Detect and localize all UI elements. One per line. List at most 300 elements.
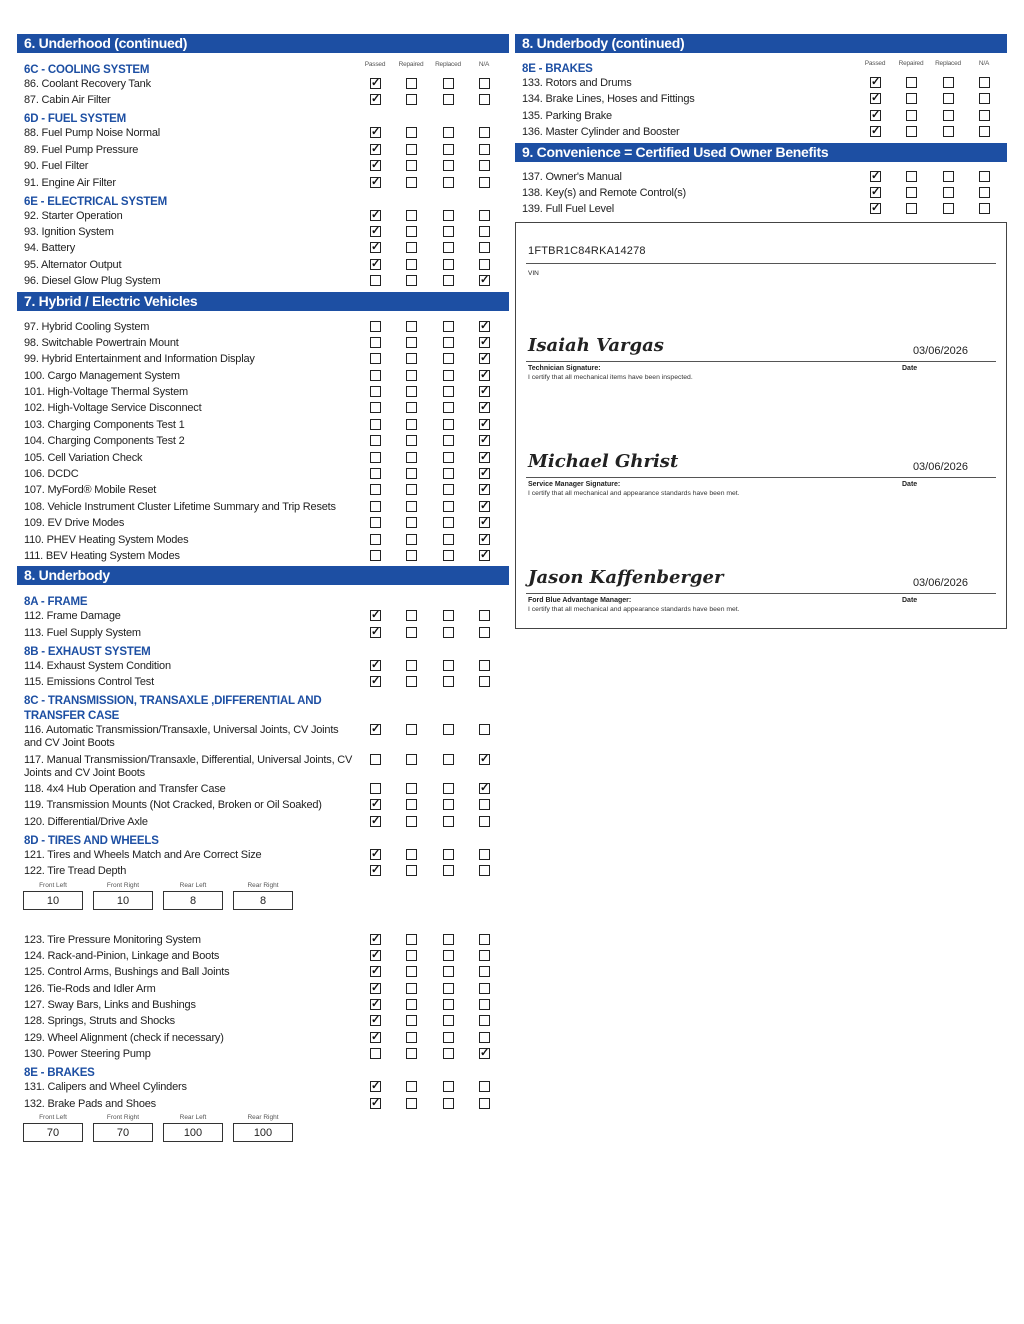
checkbox-passed[interactable]: ✓: [371, 798, 381, 811]
checkbox-passed[interactable]: ✓: [371, 142, 381, 155]
checkbox-repaired[interactable]: [406, 452, 417, 463]
checkbox-passed[interactable]: [370, 370, 381, 381]
checkbox-repaired[interactable]: [406, 950, 417, 961]
checkbox-na[interactable]: [479, 799, 490, 810]
checkbox-na[interactable]: [979, 203, 990, 214]
checkbox-repaired[interactable]: [406, 849, 417, 860]
subsection-header: [17, 112, 509, 127]
checkbox-replaced[interactable]: [443, 435, 454, 446]
checklist-row: [17, 402, 509, 415]
checkbox-na[interactable]: ✓: [480, 532, 490, 545]
checkbox-na[interactable]: [479, 259, 490, 270]
checkbox-replaced[interactable]: [443, 78, 454, 89]
checkbox-repaired[interactable]: [406, 275, 417, 286]
item-label: 94. Battery: [24, 242, 75, 255]
checkbox-replaced[interactable]: [443, 94, 454, 105]
checkbox-passed[interactable]: ✓: [871, 202, 881, 215]
checkbox-na[interactable]: [479, 724, 490, 735]
checkbox-passed[interactable]: [370, 275, 381, 286]
checkbox-passed[interactable]: ✓: [871, 169, 881, 182]
tire-value-field[interactable]: 100: [233, 1123, 293, 1142]
checkbox-passed[interactable]: ✓: [371, 847, 381, 860]
checkbox-repaired[interactable]: [406, 1032, 417, 1043]
checkbox-replaced[interactable]: [443, 610, 454, 621]
checkbox-passed[interactable]: [370, 321, 381, 332]
tire-label: Front Left: [39, 1114, 67, 1122]
checkbox-passed[interactable]: ✓: [871, 76, 881, 88]
subsection-title: 6E - ELECTRICAL SYSTEM: [24, 195, 167, 208]
tire-measure: [23, 1114, 83, 1142]
checkbox-replaced[interactable]: [943, 110, 954, 121]
checkbox-repaired[interactable]: [406, 783, 417, 794]
tire-measurements: [17, 1114, 509, 1160]
checkbox-replaced[interactable]: [443, 144, 454, 155]
tire-value-field[interactable]: 8: [163, 891, 223, 910]
signature-cert: I certify that all mechanical items have been inspected.: [528, 374, 693, 382]
tire-label: Rear Right: [247, 881, 279, 889]
item-label: 138. Key(s) and Remote Control(s): [522, 186, 686, 199]
checkbox-replaced[interactable]: [443, 534, 454, 545]
checkbox-na[interactable]: [479, 950, 490, 961]
checklist-row: [17, 226, 509, 239]
checkbox-passed[interactable]: ✓: [371, 1014, 381, 1027]
checklist-row: [17, 435, 509, 448]
checkbox-repaired[interactable]: [906, 171, 917, 182]
checkbox-passed[interactable]: ✓: [371, 864, 381, 877]
checkbox-na[interactable]: ✓: [480, 335, 490, 348]
checklist-row: [17, 468, 509, 481]
checkbox-replaced[interactable]: [443, 210, 454, 221]
checkbox-passed[interactable]: ✓: [371, 625, 381, 638]
checkbox-repaired[interactable]: [406, 865, 417, 876]
checkbox-repaired[interactable]: [906, 126, 917, 137]
checkbox-repaired[interactable]: [406, 370, 417, 381]
checklist-row: [515, 77, 1007, 90]
checkbox-na[interactable]: ✓: [480, 516, 490, 529]
checkbox-replaced[interactable]: [443, 321, 454, 332]
checkbox-na[interactable]: [479, 627, 490, 638]
item-label: 113. Fuel Supply System: [24, 626, 141, 639]
checkbox-passed[interactable]: ✓: [371, 965, 381, 978]
checkbox-repaired[interactable]: [406, 419, 417, 430]
checkbox-repaired[interactable]: [406, 242, 417, 253]
checkbox-passed[interactable]: [370, 353, 381, 364]
checkbox-na[interactable]: ✓: [480, 450, 490, 463]
checkbox-passed[interactable]: [370, 534, 381, 545]
checkbox-passed[interactable]: ✓: [371, 241, 381, 254]
checkbox-passed[interactable]: ✓: [371, 609, 381, 622]
item-label: 117. Manual Transmission/Transaxle, Differential, Universal Joints, CV Joints and CV Joint Boots: [24, 753, 353, 779]
checkbox-replaced[interactable]: [443, 370, 454, 381]
checklist-row: [17, 1098, 509, 1111]
checkbox-passed[interactable]: ✓: [371, 257, 381, 270]
item-label: 125. Control Arms, Bushings and Ball Joints: [24, 966, 230, 979]
tire-value-field[interactable]: 70: [93, 1123, 153, 1142]
checkbox-na[interactable]: [979, 93, 990, 104]
item-label: 133. Rotors and Drums: [522, 77, 632, 89]
checkbox-replaced[interactable]: [943, 203, 954, 214]
item-label: 134. Brake Lines, Hoses and Fittings: [522, 93, 695, 106]
checkbox-na[interactable]: ✓: [480, 467, 490, 480]
checklist-row: [17, 676, 509, 689]
checkbox-passed[interactable]: ✓: [871, 125, 881, 138]
checkbox-repaired[interactable]: [906, 93, 917, 104]
checkbox-na[interactable]: ✓: [480, 319, 490, 332]
checkbox-na[interactable]: [479, 1081, 490, 1092]
checkbox-na[interactable]: ✓: [480, 352, 490, 365]
checkbox-passed[interactable]: ✓: [871, 185, 881, 198]
item-label: 106. DCDC: [24, 468, 79, 481]
checkbox-passed[interactable]: [370, 402, 381, 413]
signature-cert: I certify that all mechanical and appearance standards have been met.: [528, 606, 740, 614]
signature-panel: [515, 222, 1007, 629]
checkbox-passed[interactable]: ✓: [371, 93, 381, 106]
checkbox-passed[interactable]: [370, 435, 381, 446]
checkbox-repaired[interactable]: [906, 187, 917, 198]
checkbox-repaired[interactable]: [406, 177, 417, 188]
item-label: 110. PHEV Heating System Modes: [24, 533, 189, 546]
checklist-row: [17, 950, 509, 963]
checkbox-repaired[interactable]: [406, 210, 417, 221]
subsection-header: [17, 595, 509, 610]
item-label: 104. Charging Components Test 2: [24, 435, 185, 448]
item-label: 124. Rack-and-Pinion, Linkage and Boots: [24, 949, 220, 962]
checkbox-na[interactable]: [979, 77, 990, 88]
checkbox-passed[interactable]: [370, 754, 381, 765]
checkbox-replaced[interactable]: [443, 724, 454, 735]
checklist-row: [515, 110, 1007, 123]
checkbox-repaired[interactable]: [406, 534, 417, 545]
signature-cert: I certify that all mechanical and appearance standards have been met.: [528, 490, 740, 498]
checkbox-replaced[interactable]: [443, 799, 454, 810]
checkbox-na[interactable]: ✓: [480, 1047, 490, 1060]
checkbox-replaced[interactable]: [443, 1032, 454, 1043]
checkbox-passed[interactable]: ✓: [871, 108, 881, 121]
checkbox-repaired[interactable]: [406, 627, 417, 638]
checkbox-na[interactable]: [479, 865, 490, 876]
checkbox-na[interactable]: [479, 1015, 490, 1026]
checkbox-na[interactable]: ✓: [480, 385, 490, 398]
checkbox-replaced[interactable]: [443, 676, 454, 687]
item-label: 122. Tire Tread Depth: [24, 865, 127, 878]
checkbox-repaired[interactable]: [406, 1098, 417, 1109]
checkbox-na[interactable]: [479, 676, 490, 687]
checkbox-repaired[interactable]: [406, 402, 417, 413]
checkbox-passed[interactable]: ✓: [371, 658, 381, 671]
item-label: 111. BEV Heating System Modes: [24, 549, 180, 562]
checkbox-na[interactable]: [479, 144, 490, 155]
checkbox-replaced[interactable]: [443, 999, 454, 1010]
checkbox-repaired[interactable]: [406, 934, 417, 945]
item-label: 126. Tie-Rods and Idler Arm: [24, 982, 156, 995]
checkbox-na[interactable]: [479, 934, 490, 945]
column-header: Replaced: [435, 61, 461, 68]
checkbox-passed[interactable]: ✓: [371, 814, 381, 827]
checkbox-replaced[interactable]: [443, 402, 454, 413]
checkbox-passed[interactable]: ✓: [371, 723, 381, 736]
checkbox-repaired[interactable]: [406, 799, 417, 810]
checkbox-replaced[interactable]: [443, 337, 454, 348]
checkbox-na[interactable]: [479, 177, 490, 188]
signature-role: Service Manager Signature:: [528, 481, 621, 489]
checklist-row: [17, 550, 509, 563]
checkbox-replaced[interactable]: [443, 386, 454, 397]
checkbox-replaced[interactable]: [443, 849, 454, 860]
checkbox-passed[interactable]: ✓: [371, 1080, 381, 1093]
checkbox-repaired[interactable]: [406, 1081, 417, 1092]
tire-value-field[interactable]: 8: [233, 891, 293, 910]
checkbox-na[interactable]: ✓: [480, 401, 490, 414]
checkbox-replaced[interactable]: [443, 160, 454, 171]
checkbox-na[interactable]: ✓: [480, 274, 490, 287]
tire-label: Front Right: [106, 1114, 140, 1122]
checkbox-na[interactable]: [479, 610, 490, 621]
checkbox-replaced[interactable]: [443, 419, 454, 430]
checkbox-repaired[interactable]: [406, 1015, 417, 1026]
checkbox-na[interactable]: [479, 966, 490, 977]
checklist-row: [17, 1032, 509, 1045]
tire-measurements: [17, 882, 509, 928]
checkbox-passed[interactable]: ✓: [371, 948, 381, 961]
checkbox-na[interactable]: [479, 94, 490, 105]
checkbox-replaced[interactable]: [443, 754, 454, 765]
checkbox-passed[interactable]: ✓: [371, 981, 381, 994]
checkbox-replaced[interactable]: [943, 126, 954, 137]
checkbox-replaced[interactable]: [943, 77, 954, 88]
checkbox-repaired[interactable]: [406, 337, 417, 348]
item-label: 99. Hybrid Entertainment and Information Display: [24, 353, 255, 366]
checkbox-na[interactable]: ✓: [480, 417, 490, 430]
checkbox-replaced[interactable]: [443, 1098, 454, 1109]
tire-label: Front Right: [106, 881, 140, 889]
item-label: 98. Switchable Powertrain Mount: [24, 336, 179, 349]
checkbox-passed[interactable]: [370, 550, 381, 561]
checkbox-repaired[interactable]: [406, 517, 417, 528]
checkbox-replaced[interactable]: [443, 1081, 454, 1092]
checkbox-na[interactable]: ✓: [480, 781, 490, 794]
checkbox-repaired[interactable]: [406, 226, 417, 237]
vin-value: 1FTBR1C84RKA14278: [528, 245, 646, 258]
subsection-title: 6D - FUEL SYSTEM: [24, 113, 127, 126]
checkbox-passed[interactable]: ✓: [371, 932, 381, 945]
signature-line: [526, 477, 996, 478]
checkbox-passed[interactable]: [370, 1048, 381, 1059]
checkbox-repaired[interactable]: [406, 144, 417, 155]
checkbox-repaired[interactable]: [406, 468, 417, 479]
checkbox-replaced[interactable]: [443, 816, 454, 827]
tire-label: Front Left: [39, 881, 67, 889]
checkbox-repaired[interactable]: [406, 724, 417, 735]
checkbox-repaired[interactable]: [906, 77, 917, 88]
item-label: 129. Wheel Alignment (check if necessary): [24, 1031, 224, 1044]
tire-label: Rear Left: [179, 1114, 207, 1122]
checkbox-passed[interactable]: ✓: [371, 159, 381, 172]
checkbox-repaired[interactable]: [406, 999, 417, 1010]
subsection-title: 8B - EXHAUST SYSTEM: [24, 645, 151, 658]
checkbox-na[interactable]: [479, 226, 490, 237]
checkbox-passed[interactable]: [370, 484, 381, 495]
checkbox-replaced[interactable]: [443, 353, 454, 364]
checklist-row: [17, 816, 509, 829]
checkbox-replaced[interactable]: [443, 627, 454, 638]
checkbox-replaced[interactable]: [443, 242, 454, 253]
checkbox-replaced[interactable]: [443, 783, 454, 794]
checkbox-replaced[interactable]: [443, 950, 454, 961]
signature-date: 03/06/2026: [912, 461, 968, 474]
checkbox-passed[interactable]: ✓: [371, 1030, 381, 1043]
checkbox-repaired[interactable]: [406, 259, 417, 270]
checkbox-replaced[interactable]: [443, 550, 454, 561]
checkbox-passed[interactable]: [370, 468, 381, 479]
checkbox-repaired[interactable]: [406, 94, 417, 105]
checkbox-replaced[interactable]: [943, 171, 954, 182]
checkbox-na[interactable]: [479, 1098, 490, 1109]
checkbox-replaced[interactable]: [443, 226, 454, 237]
checkbox-na[interactable]: [479, 660, 490, 671]
checkbox-na[interactable]: ✓: [480, 548, 490, 561]
tire-value-field[interactable]: 100: [163, 1123, 223, 1142]
checkbox-replaced[interactable]: [943, 93, 954, 104]
checkbox-passed[interactable]: [370, 501, 381, 512]
checkbox-passed[interactable]: ✓: [371, 208, 381, 221]
checkbox-passed[interactable]: ✓: [871, 92, 881, 105]
checkbox-na[interactable]: [979, 126, 990, 137]
checkbox-replaced[interactable]: [443, 660, 454, 671]
section-header: 8. Underbody (continued): [515, 34, 1007, 53]
checkbox-repaired[interactable]: [406, 78, 417, 89]
checkbox-repaired[interactable]: [406, 435, 417, 446]
checkbox-passed[interactable]: ✓: [371, 126, 381, 139]
checkbox-replaced[interactable]: [443, 966, 454, 977]
checkbox-repaired[interactable]: [406, 660, 417, 671]
checkbox-passed[interactable]: ✓: [371, 998, 381, 1011]
checklist-row: [17, 983, 509, 996]
checkbox-na[interactable]: [979, 171, 990, 182]
checkbox-repaired[interactable]: [406, 386, 417, 397]
checkbox-replaced[interactable]: [943, 187, 954, 198]
checkbox-na[interactable]: [479, 1032, 490, 1043]
checkbox-passed[interactable]: [370, 452, 381, 463]
checkbox-passed[interactable]: ✓: [371, 675, 381, 688]
checkbox-repaired[interactable]: [406, 610, 417, 621]
checkbox-na[interactable]: [479, 999, 490, 1010]
checkbox-na[interactable]: [479, 242, 490, 253]
checkbox-na[interactable]: [479, 983, 490, 994]
item-label: 90. Fuel Filter: [24, 160, 89, 173]
checkbox-replaced[interactable]: [443, 1048, 454, 1059]
checkbox-replaced[interactable]: [443, 517, 454, 528]
checkbox-replaced[interactable]: [443, 934, 454, 945]
checklist-row: [17, 275, 509, 288]
checkbox-passed[interactable]: [370, 783, 381, 794]
tire-value-field[interactable]: 10: [93, 891, 153, 910]
signature-name: Jason Kaffenberger: [528, 567, 724, 589]
checkbox-replaced[interactable]: [443, 865, 454, 876]
checkbox-na[interactable]: [479, 849, 490, 860]
checkbox-na[interactable]: ✓: [480, 434, 490, 447]
checkbox-na[interactable]: [979, 187, 990, 198]
item-label: 108. Vehicle Instrument Cluster Lifetime Summary and Trip Resets: [24, 500, 336, 513]
checkbox-passed[interactable]: ✓: [371, 224, 381, 237]
item-label: 127. Sway Bars, Links and Bushings: [24, 999, 196, 1012]
checkbox-na[interactable]: [479, 210, 490, 221]
checkbox-repaired[interactable]: [406, 1048, 417, 1059]
checklist-row: [515, 187, 1007, 200]
checkbox-replaced[interactable]: [443, 484, 454, 495]
column-header: Replaced: [935, 60, 961, 67]
checkbox-na[interactable]: ✓: [480, 368, 490, 381]
section-header: 9. Convenience = Certified Used Owner Benefits: [515, 143, 1007, 162]
date-label: Date: [902, 481, 918, 489]
checkbox-replaced[interactable]: [443, 177, 454, 188]
tire-label: Rear Right: [247, 1114, 279, 1122]
item-label: 139. Full Fuel Level: [522, 203, 614, 216]
column-header: N/A: [978, 60, 990, 67]
checkbox-passed[interactable]: [370, 386, 381, 397]
checkbox-repaired[interactable]: [406, 550, 417, 561]
checkbox-repaired[interactable]: [406, 160, 417, 171]
checkbox-na[interactable]: [479, 160, 490, 171]
checkbox-repaired[interactable]: [406, 353, 417, 364]
checkbox-na[interactable]: [479, 816, 490, 827]
checkbox-replaced[interactable]: [443, 983, 454, 994]
checkbox-passed[interactable]: ✓: [371, 175, 381, 188]
checkbox-replaced[interactable]: [443, 468, 454, 479]
checkbox-replaced[interactable]: [443, 501, 454, 512]
checkbox-repaired[interactable]: [406, 676, 417, 687]
checkbox-replaced[interactable]: [443, 452, 454, 463]
checkbox-passed[interactable]: [370, 419, 381, 430]
checkbox-na[interactable]: ✓: [480, 499, 490, 512]
checkbox-replaced[interactable]: [443, 127, 454, 138]
checkbox-repaired[interactable]: [406, 321, 417, 332]
signature-name: Michael Ghrist: [528, 451, 679, 473]
checkbox-repaired[interactable]: [406, 127, 417, 138]
tire-value-field[interactable]: 70: [23, 1123, 83, 1142]
signature-line: [526, 593, 996, 594]
checkbox-na[interactable]: ✓: [480, 483, 490, 496]
checklist-row: [17, 754, 509, 780]
checkbox-na[interactable]: [479, 127, 490, 138]
checkbox-na[interactable]: [479, 78, 490, 89]
item-label: 89. Fuel Pump Pressure: [24, 143, 139, 156]
tire-value-field[interactable]: 10: [23, 891, 83, 910]
checkbox-repaired[interactable]: [406, 816, 417, 827]
signature-line: [526, 361, 996, 362]
checkbox-na[interactable]: ✓: [480, 752, 490, 765]
checkbox-replaced[interactable]: [443, 1015, 454, 1026]
checkbox-repaired[interactable]: [906, 203, 917, 214]
checkbox-repaired[interactable]: [406, 501, 417, 512]
item-label: 130. Power Steering Pump: [24, 1048, 151, 1061]
checkbox-replaced[interactable]: [443, 259, 454, 270]
checkbox-repaired[interactable]: [906, 110, 917, 121]
checkbox-passed[interactable]: [370, 337, 381, 348]
checkbox-repaired[interactable]: [406, 484, 417, 495]
item-label: 93. Ignition System: [24, 225, 114, 238]
checkbox-passed[interactable]: ✓: [371, 77, 381, 89]
checkbox-repaired[interactable]: [406, 754, 417, 765]
checklist-row: [17, 534, 509, 547]
checkbox-passed[interactable]: [370, 517, 381, 528]
checkbox-passed[interactable]: ✓: [371, 1096, 381, 1109]
checkbox-repaired[interactable]: [406, 983, 417, 994]
checkbox-replaced[interactable]: [443, 275, 454, 286]
checkbox-repaired[interactable]: [406, 966, 417, 977]
date-label: Date: [902, 365, 918, 373]
section-header: 8. Underbody: [17, 566, 509, 585]
checkbox-na[interactable]: [979, 110, 990, 121]
